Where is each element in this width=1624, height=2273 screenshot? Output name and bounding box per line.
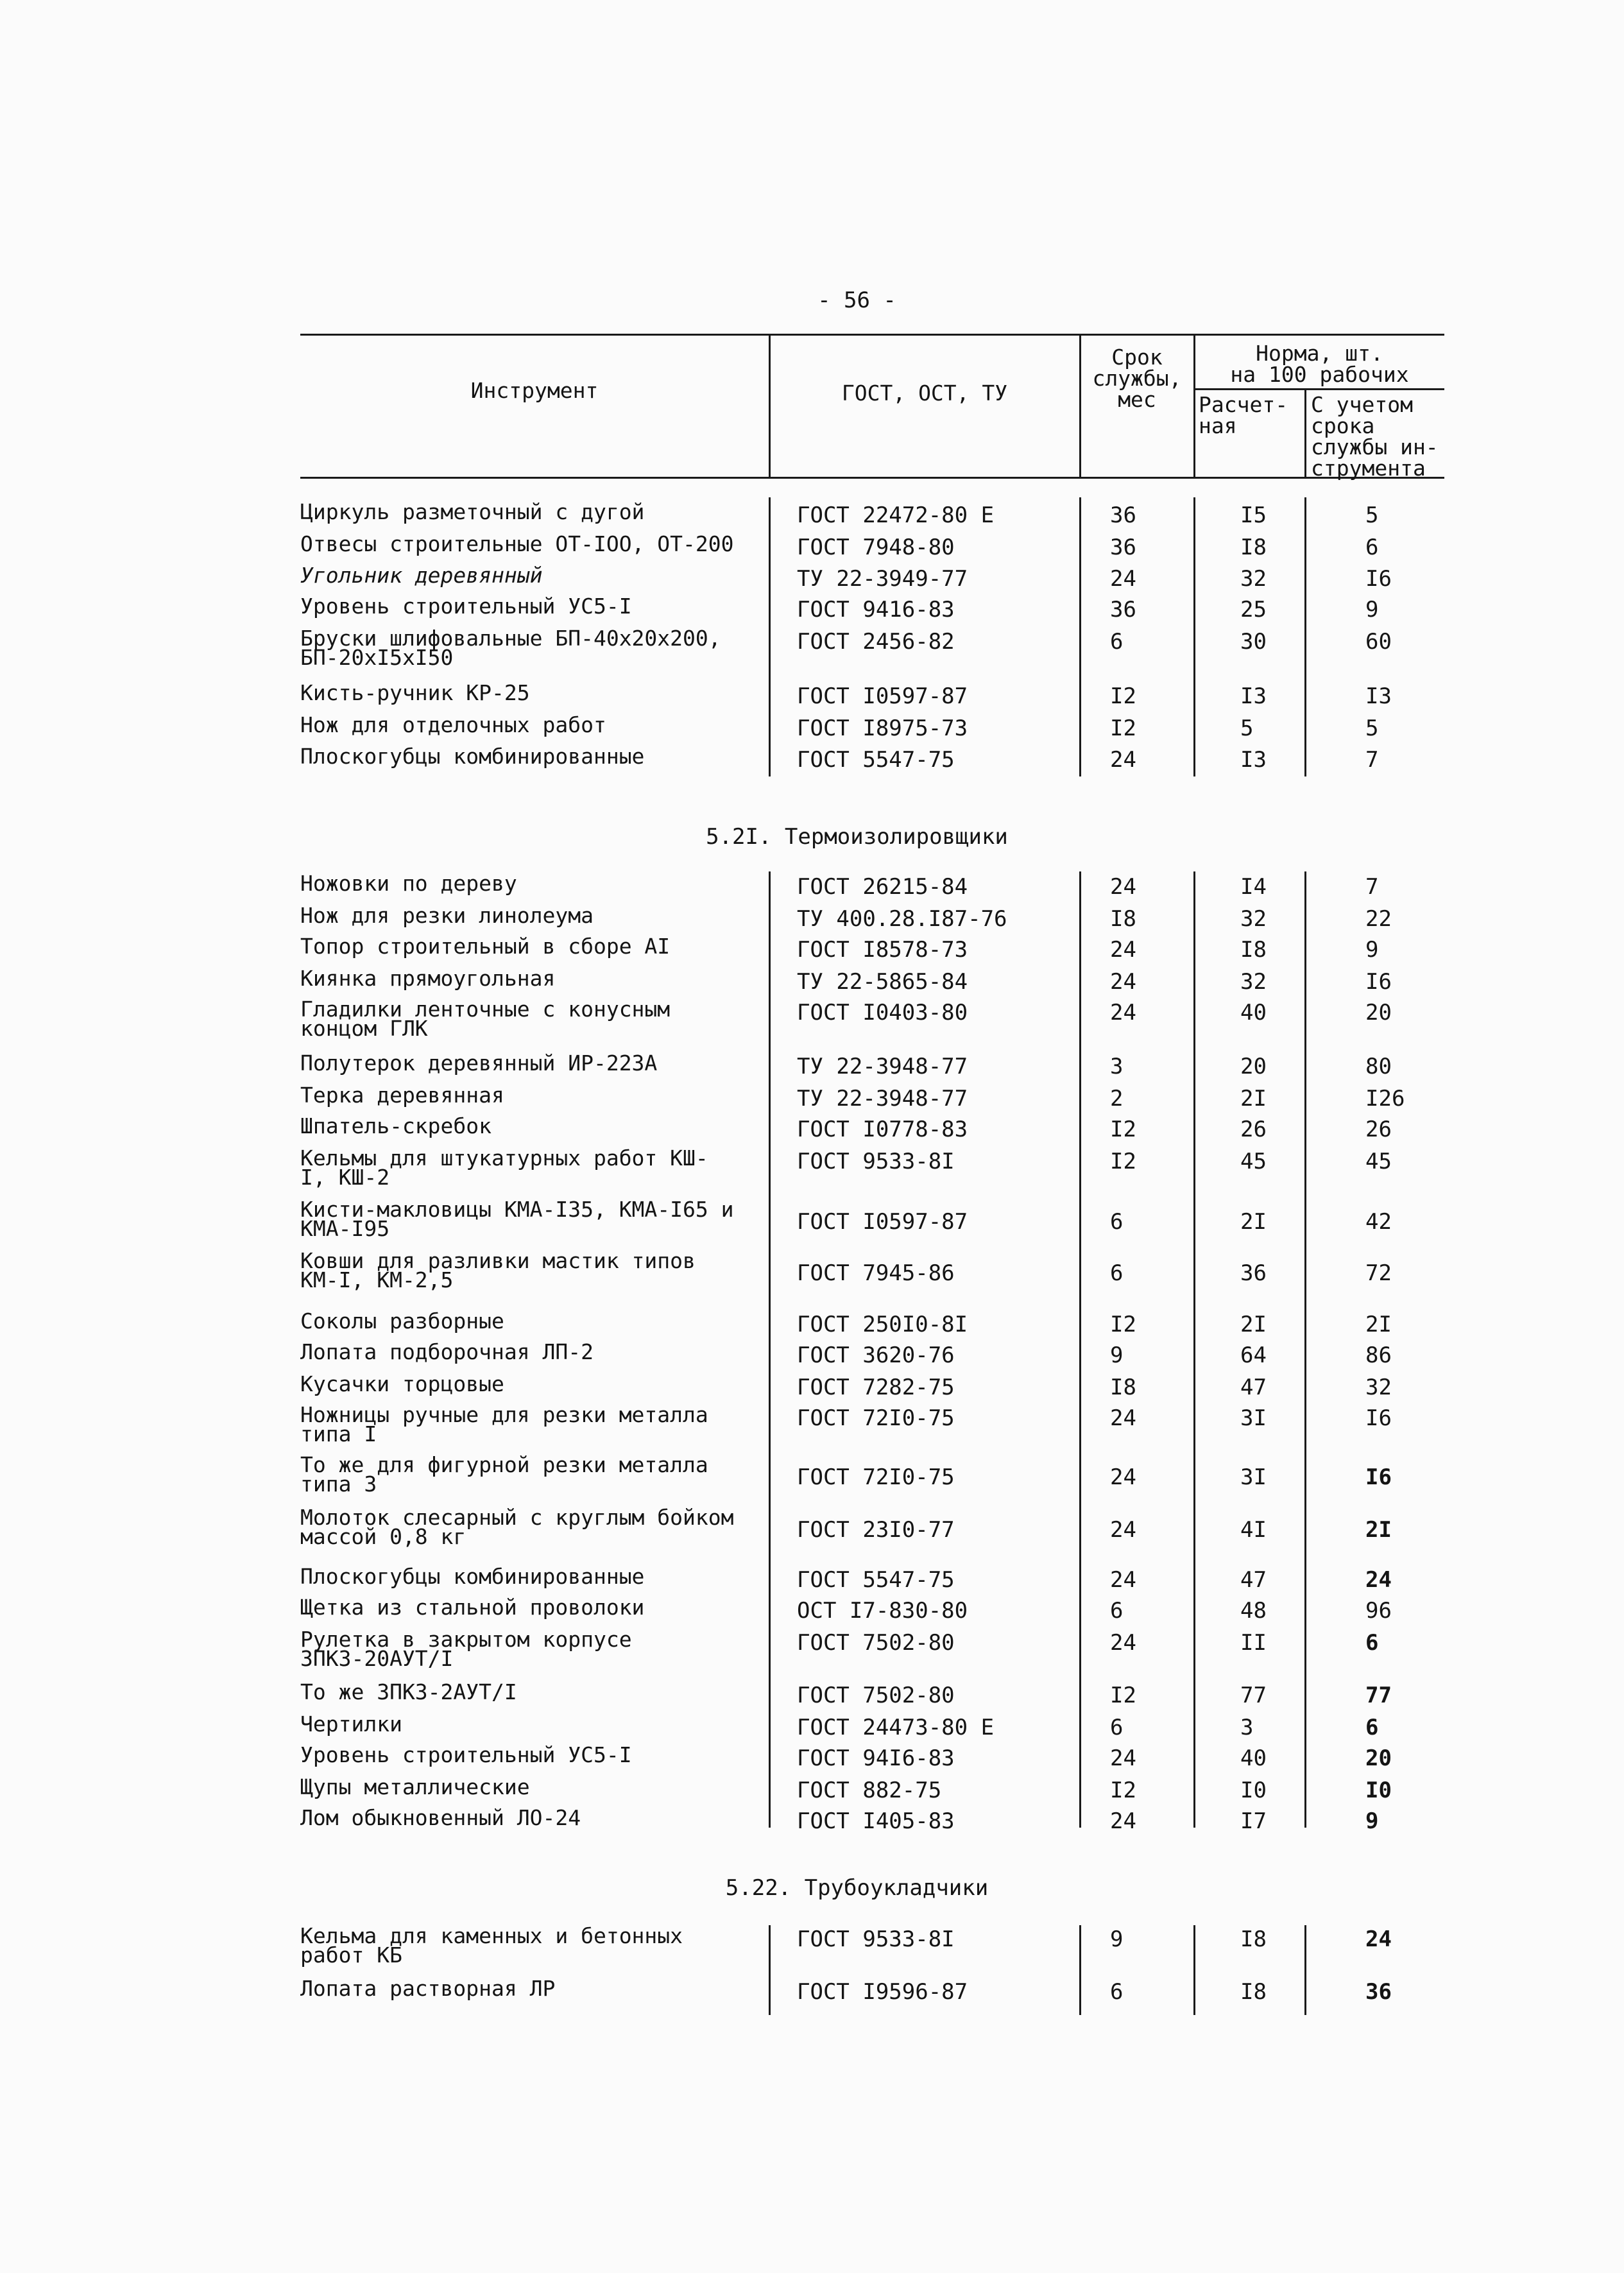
norm-with-life: 7 [1365,874,1379,900]
gost-code: ГОСТ 9533-8I [797,1926,955,1952]
norm-with-life: 5 [1365,716,1379,741]
norm-with-life: I6 [1365,1405,1392,1431]
header-with-life-line-1: С учетом [1311,392,1413,417]
gost-code: ГОСТ I0597-87 [797,683,968,709]
header-gost: ГОСТ, ОСТ, ТУ [841,381,1008,406]
header-norm [1195,343,1444,385]
block2-divider-2 [1079,871,1081,1828]
gost-code: ГОСТ 7502-80 [797,1630,955,1656]
gost-code: ГОСТ 94I6-83 [797,1745,955,1771]
norm-with-life: 9 [1365,937,1379,963]
tool-name: Угольник деревянный [300,563,543,588]
tool-name: Щупы металлические [300,1774,530,1799]
tool-name: Щетка из стальной проволоки [300,1595,645,1620]
service-life: 24 [1110,1567,1136,1593]
service-life: I2 [1110,1117,1136,1142]
gost-code: ГОСТ 3620-76 [797,1342,955,1368]
calc-norm: 32 [1240,566,1267,592]
calc-norm: 2I [1240,1209,1267,1235]
gost-code: ГОСТ I0403-80 [797,1000,968,1025]
service-life: 6 [1110,1715,1124,1740]
gost-code: ГОСТ 9416-83 [797,597,955,622]
tool-name: Бруски шлифовальные БП-40х20х200, БП-20хI5хI50 [300,626,721,670]
block1-divider-4 [1304,497,1306,776]
header-calc-line-2: ная [1199,413,1237,438]
tool-name: Нож для отделочных работ [300,712,606,737]
header-with-life-line-2: срока [1311,413,1375,438]
calc-norm: 20 [1240,1054,1267,1079]
calc-norm: 77 [1240,1683,1267,1708]
service-life: 24 [1110,1464,1136,1490]
header-instrument: Инструмент [470,378,599,403]
tool-name: Топор строительный в сборе АI [300,934,671,959]
tool-name: Ножницы ручные для резки металла типа I [300,1402,708,1446]
gost-code: ГОСТ I405-83 [797,1808,955,1834]
norm-with-life: 22 [1365,906,1392,932]
norm-with-life: 20 [1365,1000,1392,1025]
service-life: 9 [1110,1342,1124,1368]
norm-with-life: 6 [1365,1715,1379,1740]
section-heading-5-22: 5.22. Трубоукладчики [725,1875,989,1901]
tool-name: Кусачки торцовые [300,1371,504,1396]
tool-name: То же для фигурной резки металла типа 3 [300,1452,708,1497]
gost-code: ГОСТ 7502-80 [797,1683,955,1708]
gost-code: ГОСТ 5547-75 [797,747,955,773]
section-heading-5-21: 5.2I. Термоизолировщики [706,824,1008,850]
gost-code: ГОСТ 7948-80 [797,535,955,560]
tool-name: То же ЗПКЗ-2АУТ/I [300,1679,517,1704]
header-with-life-line-4: струмента [1311,456,1426,481]
calc-norm: I5 [1240,502,1267,528]
gost-code: ГОСТ I8975-73 [797,716,968,741]
gost-code: ГОСТ I9596-87 [797,1979,968,2005]
header-divider-1 [769,334,771,479]
tool-name: Отвесы строительные ОТ-IОО, ОТ-200 [300,531,734,556]
service-life: I2 [1110,1312,1136,1337]
calc-norm: II [1240,1630,1267,1656]
norm-with-life: I3 [1365,683,1392,709]
service-life: 6 [1110,1209,1124,1235]
header-with-life-line-3: службы ин- [1311,434,1439,459]
tool-name: Шпатель-скребок [300,1113,492,1138]
norm-with-life: I6 [1365,1464,1392,1490]
service-life: 24 [1110,969,1136,995]
gost-code: ГОСТ 72I0-75 [797,1405,955,1431]
tool-name: Гладилки ленточные с конусным концом ГЛК [300,997,671,1041]
calc-norm: 26 [1240,1117,1267,1142]
norm-with-life: 45 [1365,1149,1392,1174]
calc-norm: 45 [1240,1149,1267,1174]
norm-with-life: 9 [1365,1808,1379,1834]
norm-with-life: 72 [1365,1260,1392,1286]
service-life: I8 [1110,1375,1136,1400]
header-life-line-3: мес [1118,387,1156,412]
header-with-life [1311,394,1444,479]
tool-name: Киянка прямоугольная [300,966,556,991]
tool-name: Кельмы для штукатурных работ КШ-I, КШ-2 [300,1145,708,1190]
gost-code: ГОСТ I8578-73 [797,937,968,963]
norm-with-life: 26 [1365,1117,1392,1142]
block3-divider-4 [1304,1925,1306,2015]
norm-with-life: I6 [1365,969,1392,995]
calc-norm: I8 [1240,1979,1267,2005]
tool-name: Рулетка в закрытом корпусе ЗПКЗ-20АУТ/I [300,1627,632,1671]
calc-norm: 47 [1240,1567,1267,1593]
norm-with-life: 24 [1365,1926,1392,1952]
tool-name: Кельма для каменных и бетонных работ КБ [300,1923,683,1968]
service-life: 24 [1110,1000,1136,1025]
norm-with-life: 86 [1365,1342,1392,1368]
service-life: 6 [1110,629,1124,655]
norm-with-life: 2I [1365,1312,1392,1337]
gost-code: ГОСТ 7945-86 [797,1260,955,1286]
calc-norm: 25 [1240,597,1267,622]
block2-divider-4 [1304,871,1306,1828]
gost-code: ГОСТ 23I0-77 [797,1517,955,1543]
tool-name: Чертилки [300,1711,402,1737]
service-life: I2 [1110,1683,1136,1708]
norm-with-life: 5 [1365,502,1379,528]
gost-code: ТУ 22-3949-77 [797,566,968,592]
service-life: 9 [1110,1926,1124,1952]
gost-code: ТУ 22-5865-84 [797,969,968,995]
tool-name: Молоток слесарный с круглым бойком массой 0,8 кг [300,1505,734,1549]
service-life: 24 [1110,1630,1136,1656]
tool-name: Лопата растворная ЛР [300,1976,556,2001]
service-life: I8 [1110,906,1136,932]
header-norm-line-2: на 100 рабочих [1230,362,1409,387]
tool-name: Лопата подборочная ЛП-2 [300,1339,594,1364]
norm-with-life: 7 [1365,747,1379,773]
header-life-line-2: службы, [1092,366,1182,391]
calc-norm: 48 [1240,1598,1267,1624]
block3-divider-2 [1079,1925,1081,2015]
norm-with-life: 20 [1365,1745,1392,1771]
gost-code: ГОСТ 7282-75 [797,1375,955,1400]
service-life: 24 [1110,747,1136,773]
service-life: 6 [1110,1598,1124,1624]
calc-norm: 3 [1240,1715,1254,1740]
norm-with-life: 60 [1365,629,1392,655]
tool-name: Ножовки по дереву [300,871,517,896]
service-life: I2 [1110,1149,1136,1174]
service-life: 2 [1110,1086,1124,1111]
gost-code: ОСТ I7-830-80 [797,1598,968,1624]
calc-norm: 40 [1240,1745,1267,1771]
block1-divider-1 [769,497,771,776]
calc-norm: 3I [1240,1464,1267,1490]
norm-with-life: 24 [1365,1567,1392,1593]
norm-with-life: 6 [1365,535,1379,560]
calc-norm: I3 [1240,683,1267,709]
service-life: 36 [1110,597,1136,622]
header-calc-line-1: Расчет- [1199,392,1288,417]
service-life: 3 [1110,1054,1124,1079]
gost-code: ГОСТ 882-75 [797,1778,942,1803]
calc-norm: 4I [1240,1517,1267,1543]
service-life: 36 [1110,502,1136,528]
calc-norm: I0 [1240,1778,1267,1803]
tool-name: Лом обыкновенный ЛО-24 [300,1805,581,1830]
norm-with-life: 80 [1365,1054,1392,1079]
gost-code: ГОСТ 24473-80 Е [797,1715,995,1740]
block2-divider-3 [1193,871,1195,1828]
calc-norm: 2I [1240,1312,1267,1337]
tool-name: Нож для резки линолеума [300,903,594,928]
tool-name: Полутерок деревянный ИР-223А [300,1051,658,1076]
tool-name: Плоскогубцы комбинированные [300,1564,645,1589]
calc-norm: 64 [1240,1342,1267,1368]
header-norm-line-1: Норма, шт. [1256,341,1383,366]
tool-name: Кисть-ручник КР-25 [300,680,530,705]
calc-norm: 40 [1240,1000,1267,1025]
service-life: 24 [1110,1405,1136,1431]
gost-code: ТУ 22-3948-77 [797,1054,968,1079]
gost-code: ГОСТ 22472-80 Е [797,502,995,528]
service-life: 24 [1110,1517,1136,1543]
service-life: 24 [1110,566,1136,592]
gost-code: ГОСТ 26215-84 [797,874,968,900]
tool-name: Терка деревянная [300,1083,504,1108]
calc-norm: I8 [1240,937,1267,963]
norm-with-life: 9 [1365,597,1379,622]
gost-code: ГОСТ 9533-8I [797,1149,955,1174]
service-life: 24 [1110,1808,1136,1834]
calc-norm: 5 [1240,716,1254,741]
block1-divider-2 [1079,497,1081,776]
gost-code: ТУ 400.28.I87-76 [797,906,1007,932]
header-service-life [1081,347,1193,410]
calc-norm: 2I [1240,1086,1267,1111]
block2-divider-1 [769,871,771,1828]
block1-divider-3 [1193,497,1195,776]
gost-code: ГОСТ 5547-75 [797,1567,955,1593]
norm-with-life: 36 [1365,1979,1392,2005]
norm-with-life: 2I [1365,1517,1392,1543]
gost-code: ГОСТ 2456-82 [797,629,955,655]
header-life-line-1: Срок [1111,345,1163,370]
service-life: I2 [1110,1778,1136,1803]
calc-norm: I8 [1240,535,1267,560]
calc-norm: I7 [1240,1808,1267,1834]
gost-code: ГОСТ 72I0-75 [797,1464,955,1490]
calc-norm: 47 [1240,1375,1267,1400]
service-life: I2 [1110,683,1136,709]
tool-name: Плоскогубцы комбинированные [300,744,645,769]
gost-code: ГОСТ I0597-87 [797,1209,968,1235]
block3-divider-3 [1193,1925,1195,2015]
norm-with-life: 32 [1365,1375,1392,1400]
gost-code: ГОСТ I0778-83 [797,1117,968,1142]
tool-name: Кисти-макловицы КМА-I35, КМА-I65 и КМА-I95 [300,1197,734,1241]
norm-split-rule [1193,388,1444,390]
page-number: - 56 - [817,287,896,313]
service-life: 36 [1110,535,1136,560]
norm-with-life: I26 [1365,1086,1405,1111]
tool-name: Ковши для разливки мастик типов КМ-I, КМ-2,5 [300,1248,696,1292]
tool-name: Уровень строительный УС5-I [300,594,632,619]
calc-norm: I3 [1240,747,1267,773]
header-divider-4 [1304,388,1306,479]
gost-code: ТУ 22-3948-77 [797,1086,968,1111]
calc-norm: I4 [1240,874,1267,900]
header-top-rule [300,334,1444,336]
service-life: 24 [1110,1745,1136,1771]
header-calc [1199,394,1304,436]
gost-code: ГОСТ 250I0-8I [797,1312,968,1337]
calc-norm: I8 [1240,1926,1267,1952]
block3-divider-1 [769,1925,771,2015]
tool-name: Циркуль разметочный с дугой [300,499,645,524]
tool-name: Уровень строительный УС5-I [300,1742,632,1767]
service-life: I2 [1110,716,1136,741]
calc-norm: 36 [1240,1260,1267,1286]
calc-norm: 32 [1240,969,1267,995]
service-life: 6 [1110,1260,1124,1286]
calc-norm: 3I [1240,1405,1267,1431]
service-life: 24 [1110,937,1136,963]
norm-with-life: 77 [1365,1683,1392,1708]
calc-norm: 30 [1240,629,1267,655]
service-life: 6 [1110,1979,1124,2005]
norm-with-life: 42 [1365,1209,1392,1235]
norm-with-life: 6 [1365,1630,1379,1656]
calc-norm: 32 [1240,906,1267,932]
norm-with-life: I6 [1365,566,1392,592]
norm-with-life: I0 [1365,1778,1392,1803]
header-bottom-rule [300,477,1444,479]
norm-with-life: 96 [1365,1598,1392,1624]
tool-name: Соколы разборные [300,1308,504,1334]
service-life: 24 [1110,874,1136,900]
